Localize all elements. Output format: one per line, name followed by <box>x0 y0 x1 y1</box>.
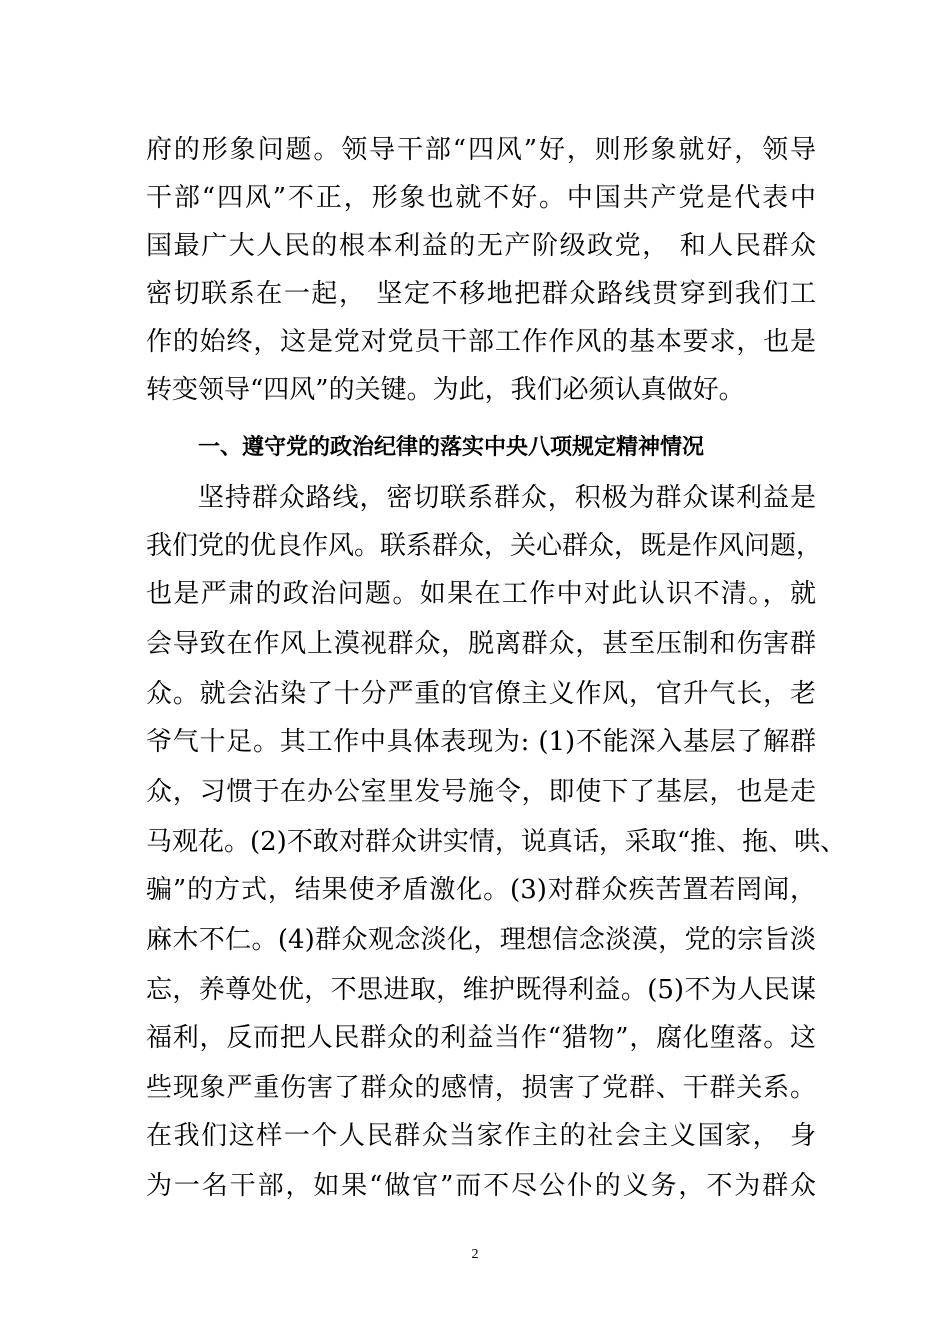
paragraph-2-line-8: 马观花。(2)不敢对群众讲实情，说真话，采取“推、拖、哄、 <box>146 827 847 857</box>
paragraph-2-line-11: 忘，养尊处优，不思进取，维护既得利益。(5)不为人民谋 <box>146 975 816 1005</box>
paragraph-2-line-3: 也是严肃的政治问题。如果在工作中对此认识不清。，就 <box>146 579 816 609</box>
paragraph-2-line-13: 些现象严重伤害了群众的感情，损害了党群、干群关系。 <box>146 1073 816 1103</box>
paragraph-1-line-6: 转变领导“四风”的关键。为此，我们必须认真做好。 <box>146 375 745 405</box>
paragraph-2-line-9: 骗”的方式，结果使矛盾激化。(3)对群众疾苦置若罔闻， <box>146 875 816 905</box>
paragraph-1-line-5: 作的始终，这是党对党员干部工作作风的基本要求，也是 <box>146 327 816 357</box>
paragraph-2-line-1: 坚持群众路线，密切联系群众，积极为群众谋利益是 <box>198 483 816 513</box>
paragraph-2-line-4: 会导致在作风上漠视群众，脱离群众，甚至压制和伤害群 <box>146 629 816 659</box>
paragraph-2-line-2: 我们党的优良作风。联系群众，关心群众，既是作风问题， <box>146 531 823 561</box>
paragraph-2-line-7: 众，习惯于在办公室里发号施令，即使下了基层，也是走 <box>146 777 816 807</box>
paragraph-2-line-6: 爷气十足。其工作中具体表现为: (1)不能深入基层了解群 <box>146 727 816 757</box>
paragraph-2-line-15: 为一名干部，如果“做官”而不尽公仆的义务，不为群众 <box>146 1171 816 1201</box>
paragraph-1-line-2: 干部“四风”不正，形象也就不好。中国共产党是代表中 <box>146 183 816 213</box>
paragraph-1-line-1: 府的形象问题。领导干部“四风”好，则形象就好，领导 <box>146 135 816 165</box>
page-number: 2 <box>471 1247 479 1262</box>
paragraph-2-line-12: 福利，反而把人民群众的利益当作“猎物”，腐化堕落。这 <box>146 1023 816 1053</box>
section-heading-1: 一、遵守党的政治纪律的落实中央八项规定精神情况 <box>198 435 705 460</box>
paragraph-2-line-5: 众。就会沾染了十分严重的官僚主义作风，官升气长，老 <box>146 679 816 709</box>
paragraph-2-line-10: 麻木不仁。(4)群众观念淡化，理想信念淡漠，党的宗旨淡 <box>146 925 816 955</box>
paragraph-1-line-4: 密切联系在一起， 坚定不移地把群众路线贯穿到我们工 <box>146 279 816 309</box>
paragraph-2-line-14: 在我们这样一个人民群众当家作主的社会主义国家， 身 <box>146 1121 816 1151</box>
paragraph-1-line-3: 国最广大人民的根本利益的无产阶级政党， 和人民群众 <box>146 231 816 261</box>
